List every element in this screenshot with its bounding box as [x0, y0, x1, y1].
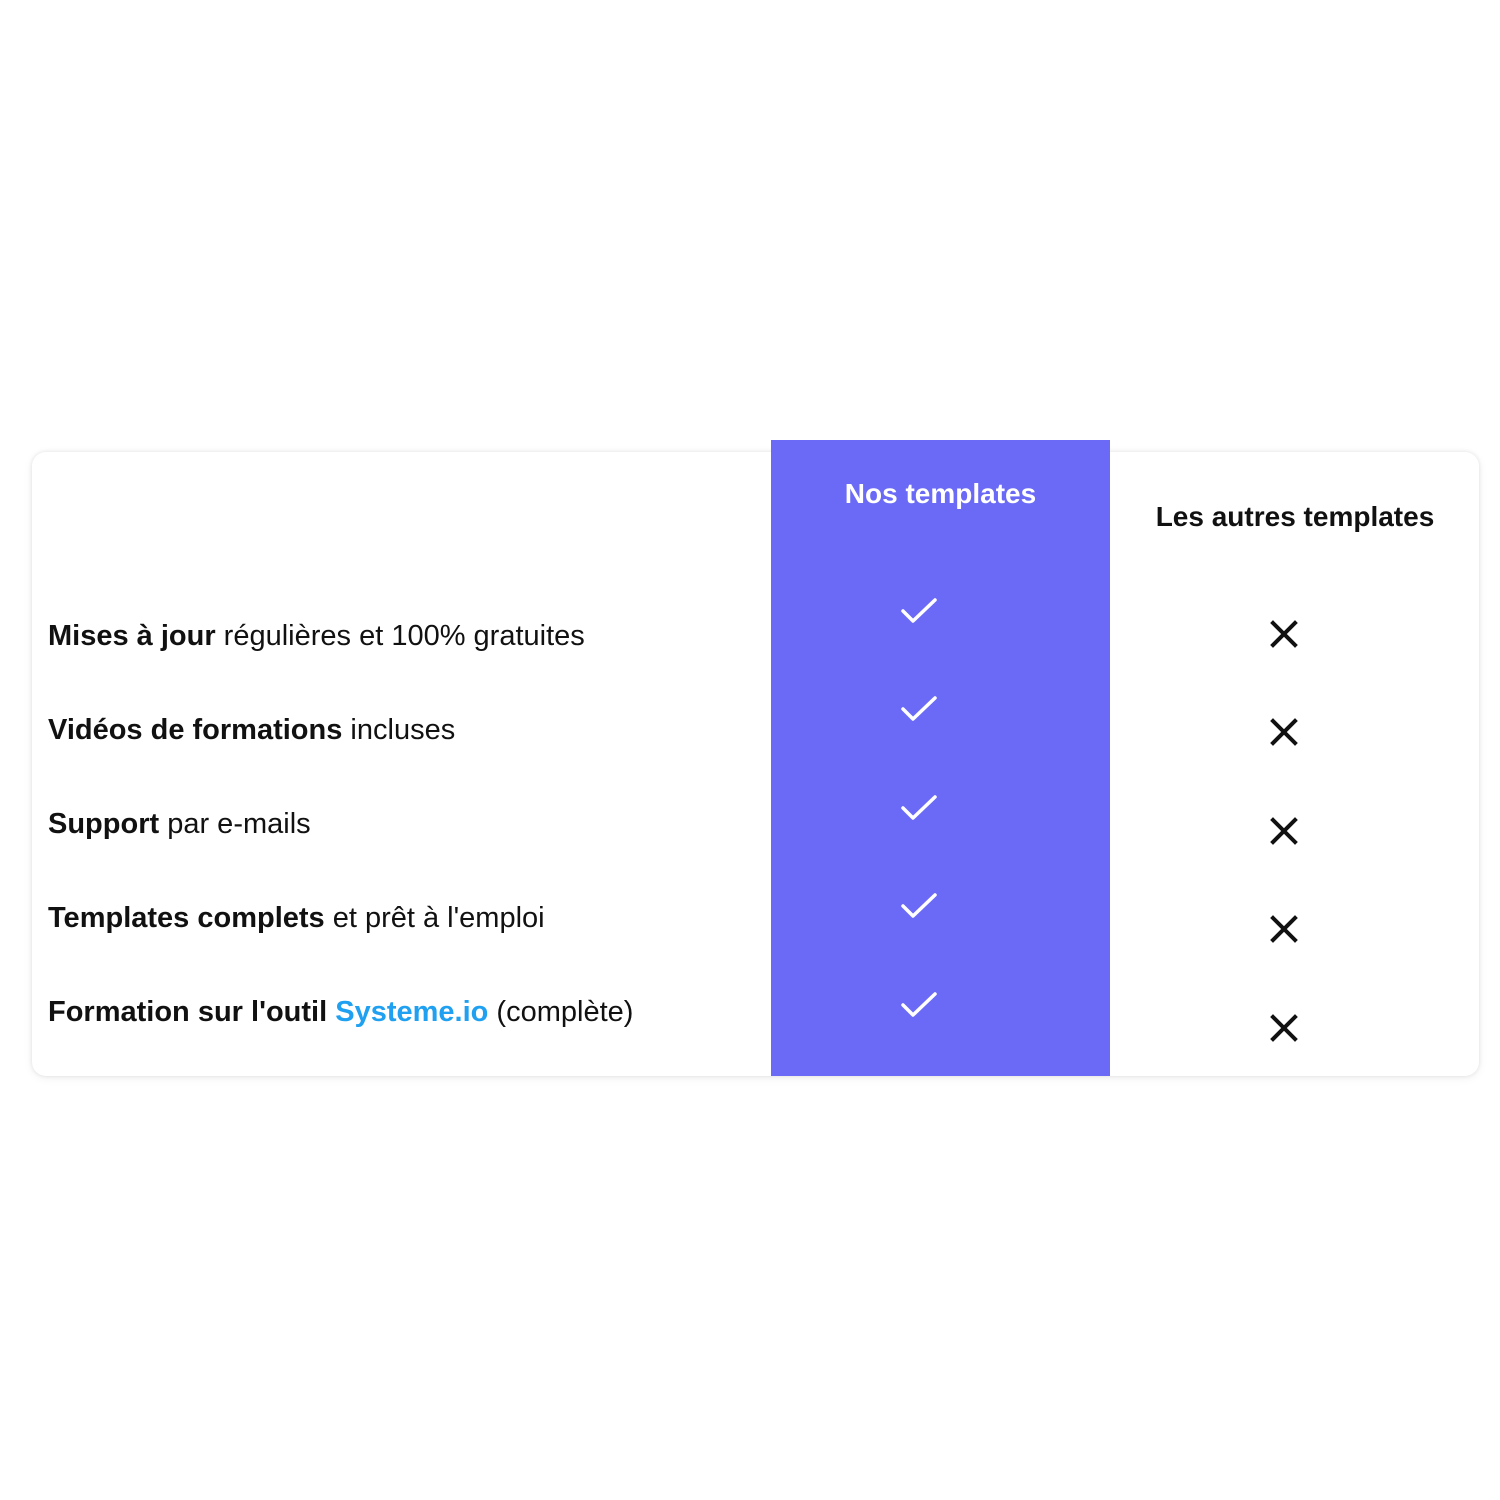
feature-description: et prêt à l'emploi — [324, 902, 545, 934]
feature-description: régulières et 100% gratuites — [215, 620, 585, 652]
feature-row-support — [48, 806, 311, 842]
our-templates-column — [771, 440, 1110, 1076]
check-icon — [900, 793, 938, 823]
feature-title: Formation sur l'outil — [48, 996, 336, 1028]
cross-icon — [1270, 1014, 1298, 1042]
check-icon — [900, 990, 938, 1020]
feature-title: Support — [48, 808, 160, 840]
systeme-io-link[interactable]: Systeme.io — [335, 996, 489, 1028]
cross-icon — [1270, 817, 1298, 845]
feature-description: par e-mails — [159, 808, 311, 840]
column-header-others: Les autres templates — [1155, 501, 1435, 532]
feature-title: Vidéos de formations — [48, 714, 343, 746]
cross-icon — [1270, 915, 1298, 943]
check-icon — [900, 694, 938, 724]
feature-title: Mises à jour — [48, 620, 216, 652]
check-icon — [900, 596, 938, 626]
feature-row-updates — [48, 618, 585, 654]
cross-icon — [1270, 718, 1298, 746]
feature-row-training — [48, 994, 633, 1030]
comparison-card — [32, 452, 1479, 1076]
feature-description: (complète) — [488, 996, 634, 1028]
check-icon — [900, 891, 938, 921]
feature-title: Templates complets — [48, 902, 325, 934]
column-header-ours: Nos templates — [844, 478, 1037, 509]
feature-row-videos — [48, 712, 455, 748]
feature-description: incluses — [342, 714, 456, 746]
feature-row-complete-templates — [48, 900, 545, 936]
cross-icon — [1270, 620, 1298, 648]
